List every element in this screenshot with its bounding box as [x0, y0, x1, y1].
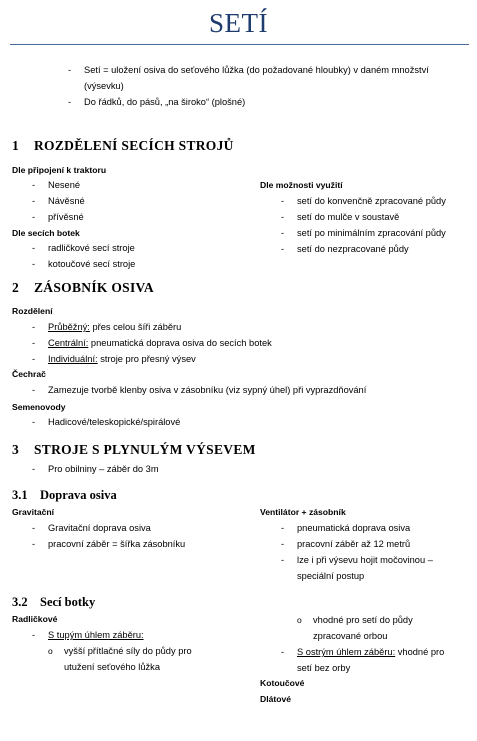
cechrac-label: Čechrač	[12, 369, 46, 379]
list-item: - Do řádků, do pásů, „na široko“ (plošné)	[68, 94, 429, 110]
list-item: - pneumatická doprava osiva	[281, 520, 433, 536]
botky-list	[32, 240, 135, 272]
semenovody-label: Semenovody	[12, 402, 66, 412]
list-item: - lze i při výsevu hojit močovinou – speciální postup	[281, 552, 433, 584]
traktor-label: Dle připojení k traktoru	[12, 165, 107, 175]
rozdeleni-list	[32, 319, 272, 367]
list-item: - kotoučové secí stroje	[32, 256, 135, 272]
botky-label: Dle secích botek	[12, 228, 80, 238]
list-item: - setí do nezpracované půdy	[281, 241, 446, 257]
list-item: - Setí = uložení osiva do seťového lůžka (do požadované hloubky) v daném množství (výsevku)	[68, 62, 429, 94]
list-item: - pracovní záběr až 12 metrů	[281, 536, 433, 552]
list-item: - Zamezuje tvorbě klenby osiva v zásobníku (viz sypný úhel) při vyprazdňování	[32, 382, 366, 398]
section-2-heading: 2 ZÁSOBNÍK OSIVA	[12, 280, 154, 295]
list-item: - radličkové secí stroje	[32, 240, 135, 256]
traktor-list	[32, 177, 85, 225]
kotoucove-label: Kotoučové	[260, 678, 305, 688]
list-item: - Centrální: pneumatická doprava osiva do secích botek	[32, 335, 272, 351]
list-item: - S tupým úhlem záběru:	[32, 627, 192, 643]
list-item: - setí do mulče v soustavě	[281, 209, 446, 225]
cechrac-list	[32, 382, 366, 398]
gravitacni-label: Gravitační	[12, 507, 55, 517]
list-item: - S ostrým úhlem záběru: vhodné pro setí bez orby	[281, 644, 444, 676]
list-item: - Pro obilniny – záběr do 3m	[32, 461, 159, 477]
vyuziti-list	[281, 193, 446, 257]
section-3-2-heading: 3.2 Secí botky	[12, 595, 96, 609]
page-title: SETÍ	[209, 8, 268, 38]
rozdeleni-label: Rozdělení	[12, 306, 53, 316]
list-item: - Návěsné	[32, 193, 85, 209]
semenovody-list	[32, 414, 180, 430]
list-item: - přívěsné	[32, 209, 85, 225]
tupy-list	[32, 627, 192, 675]
right-list	[281, 612, 444, 676]
section-1-heading: 1 ROZDĚLENÍ SECÍCH STROJŮ	[12, 138, 234, 153]
list-item: - setí po minimálním zpracování půdy	[281, 225, 446, 241]
list-item: - pracovní záběr = šířka zásobníku	[32, 536, 185, 552]
list-item: - Nesené	[32, 177, 85, 193]
intro-list	[68, 62, 429, 110]
list-item: - Průběžný: přes celou šíři záběru	[32, 319, 272, 335]
vyuziti-label: Dle možnosti využití	[260, 180, 343, 190]
section-3-1-heading: 3.1 Doprava osiva	[12, 488, 117, 502]
list-item: - Gravitační doprava osiva	[32, 520, 185, 536]
ventilator-label: Ventilátor + zásobník	[260, 507, 346, 517]
list-item: - Individuální: stroje pro přesný výsev	[32, 351, 272, 367]
list-subitem: o vhodné pro setí do půdy zpracované orbou	[297, 612, 444, 644]
list-subitem: o vyšší přítlačné síly do půdy pro utužení seťového lůžka	[48, 643, 192, 675]
diatove-label: Dlátové	[260, 694, 292, 704]
ventilator-list	[281, 520, 433, 584]
s3-list	[32, 461, 159, 477]
section-3-heading: 3 STROJE S PLYNULÝM VÝSEVEM	[12, 442, 256, 457]
list-item: - Hadicové/teleskopické/spirálové	[32, 414, 180, 430]
list-item: - setí do konvenčně zpracované půdy	[281, 193, 446, 209]
title-rule	[10, 44, 469, 45]
radlickove-label: Radličkové	[12, 614, 58, 624]
gravitacni-list	[32, 520, 185, 552]
